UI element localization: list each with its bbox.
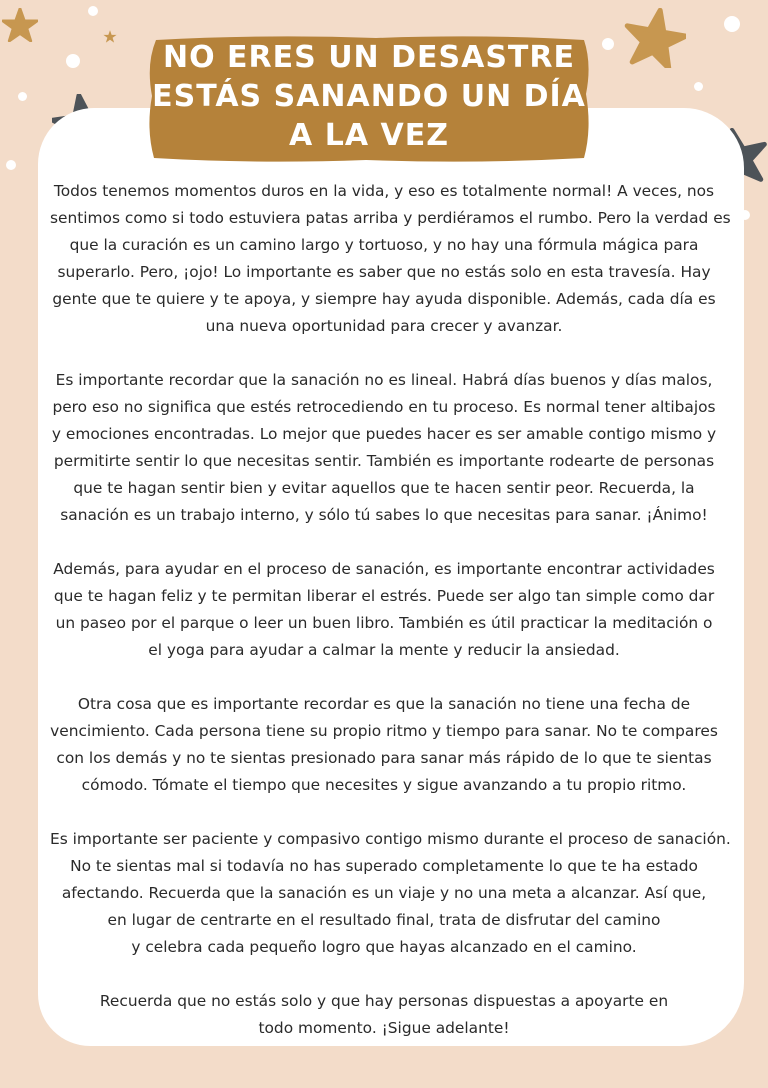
text-line: una nueva oportunidad para crecer y avanzar. [205,317,563,335]
text-line: Además, para ayudar en el proceso de sanación, es importante encontrar actividades [53,560,715,578]
title-line: A LA VEZ [289,118,449,153]
paragraph [50,988,718,1042]
page-title [146,38,592,155]
decorative-dot [724,16,740,32]
text-line: Es importante ser paciente y compasivo contigo mismo durante el proceso de sanación. [50,830,731,848]
text-line: el yoga para ayudar a calmar la mente y reducir la ansiedad. [148,641,620,659]
star-icon [103,30,117,43]
text-line: Es importante recordar que la sanación no es lineal. Habrá días buenos y días malos, [55,371,713,389]
paragraph [50,556,718,664]
text-line: con los demás y no te sientas presionado para sanar más rápido de lo que te sientas [56,749,712,767]
text-line: Recuerda que no estás solo y que hay personas dispuestas a apoyarte en [99,992,669,1010]
text-line: cómodo. Tómate el tiempo que necesites y sigue avanzando a tu propio ritmo. [81,776,687,794]
title-line: NO ERES UN DESASTRE [163,40,575,75]
text-line: todo momento. ¡Sigue adelante! [258,1019,510,1037]
text-line: afectando. Recuerda que la sanación es un viaje y no una meta a alcanzar. Así que, [61,884,707,902]
text-line: en lugar de centrarte en el resultado final, trata de disfrutar del camino [107,911,661,929]
title-banner [146,34,592,164]
text-line: que te hagan sentir bien y evitar aquellos que te hacen sentir peor. Recuerda, la [73,479,695,497]
paragraph [50,691,718,799]
text-line: gente que te quiere y te apoya, y siempre hay ayuda disponible. Además, cada día es [52,290,716,308]
text-line: y emociones encontradas. Lo mejor que puedes hacer es ser amable contigo mismo y [51,425,717,443]
body-text [50,178,731,1069]
text-line: sanación es un trabajo interno, y sólo tú sabes lo que necesitas para sanar. ¡Ánimo! [60,506,708,524]
text-line: vencimiento. Cada persona tiene su propio ritmo y tiempo para sanar. No te compares [50,722,718,740]
star-icon [2,8,38,42]
decorative-dot [88,6,98,16]
text-line: que la curación es un camino largo y tortuoso, y no hay una fórmula mágica para [69,236,699,254]
decorative-dot [18,92,27,101]
star-icon [624,8,686,68]
text-line: pero eso no significa que estés retrocediendo en tu proceso. Es normal tener altibajos [52,398,716,416]
paragraph [50,178,731,340]
paragraph [50,826,731,961]
text-line: Todos tenemos momentos duros en la vida, y eso es totalmente normal! A veces, nos [53,182,715,200]
text-line: sentimos como si todo estuviera patas arriba y perdiéramos el rumbo. Pero la verdad es [50,209,731,227]
text-line: y celebra cada pequeño logro que hayas alcanzado en el camino. [131,938,637,956]
text-line: Otra cosa que es importante recordar es que la sanación no tiene una fecha de [77,695,691,713]
title-line: ESTÁS SANANDO UN DÍA [152,79,586,114]
decorative-dot [602,38,614,50]
text-line: No te sientas mal si todavía no has superado completamente lo que te ha estado [70,857,698,875]
paragraph [50,367,718,529]
text-line: un paseo por el parque o leer un buen libro. También es útil practicar la meditación o [55,614,713,632]
text-line: permitirte sentir lo que necesitas sentir. También es importante rodearte de personas [53,452,715,470]
text-line: superarlo. Pero, ¡ojo! Lo importante es saber que no estás solo en esta travesía. Hay [57,263,711,281]
decorative-dot [694,82,703,91]
decorative-dot [66,54,80,68]
text-line: que te hagan feliz y te permitan liberar el estrés. Puede ser algo tan simple como dar [53,587,715,605]
decorative-dot [6,160,16,170]
